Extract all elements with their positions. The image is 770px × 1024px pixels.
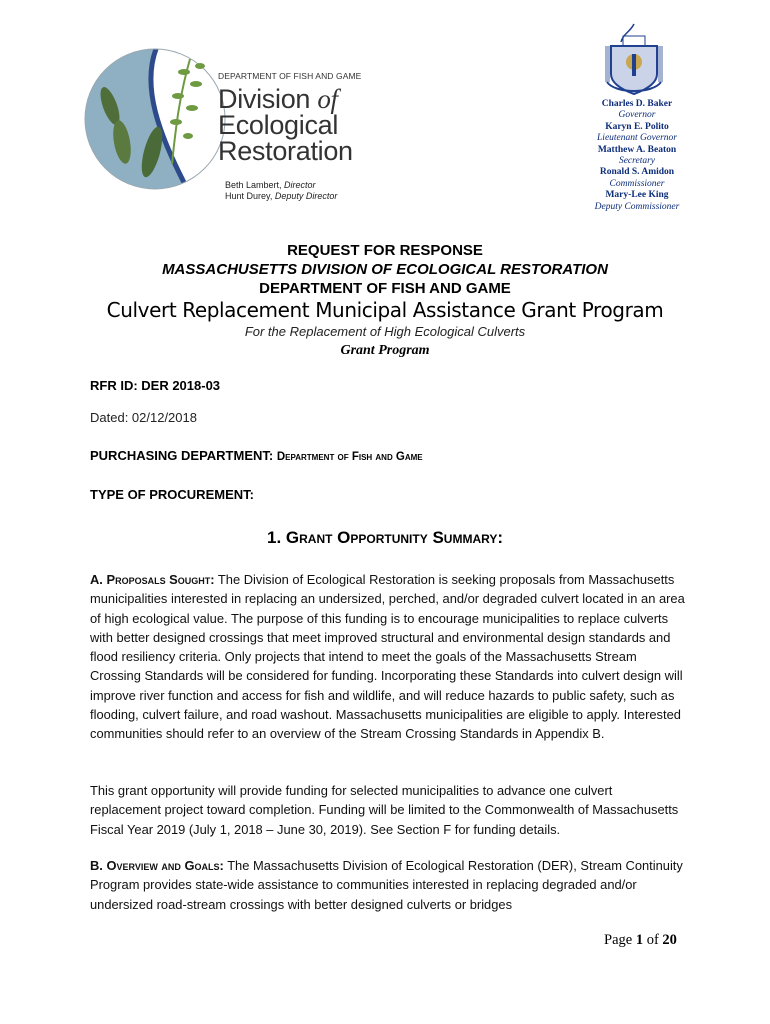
official-name: Matthew A. Beaton bbox=[597, 144, 677, 155]
official-title: Governor bbox=[618, 110, 656, 121]
program-subtitle: For the Replacement of High Ecological Culverts bbox=[244, 324, 526, 339]
overview-paragraph: B. Overview and Goals: The Massachusetts Division of Ecological Restoration (DER), Stream Continuity Program provides state-wide assistance to communities interested in replacing degraded and/or undersized road-stream crossings with better designed culverts or bridges bbox=[90, 858, 683, 912]
state-seal-icon bbox=[603, 22, 665, 98]
logo-ecological-line: Ecological bbox=[218, 110, 339, 140]
department-title: DEPARTMENT OF FISH AND GAME bbox=[259, 280, 511, 297]
proposals-sought-paragraph: A. Proposals Sought: The Division of Ecological Restoration is seeking proposals from Massachusetts municipalities interested in replacing an undersized, perched, and/or degraded culvert located in an area of high ecological value. The purpose of this funding is to encourage municipalities to replace culverts with better designed crossings that meet improved structural and environmental design standards and flood resiliency criteria. Only projects that intend to meet the goals of the Massachusetts Stream Crossing Standards will be considered for funding. Incorporating these Standards into culvert design will improve river function and access for fish and wildlife, and will reduce hazards to public safety, such as flooding, culvert failure, and road washout. Massachusetts municipalities are eligible to apply. Interested communities should refer to an overview of the Stream Crossing Standards in Appendix B. bbox=[90, 572, 685, 742]
director-line: Beth Lambert, Director bbox=[225, 180, 316, 190]
funding-paragraph: This grant opportunity will provide funding for selected municipalities to advance one culvert replacement project toward completion. Funding will be limited to the Commonwealth of Massachusetts Fiscal Year 2019 (July 1, 2018 – June 30, 2019). See Section F for funding details. bbox=[90, 783, 679, 837]
date-line: Dated: 02/12/2018 bbox=[90, 410, 197, 425]
deputy-director-line: Hunt Durey, Deputy Director bbox=[225, 191, 338, 201]
procurement-type: TYPE OF PROCUREMENT: bbox=[90, 487, 254, 502]
section-heading: 1. Grant Opportunity Summary: bbox=[266, 528, 503, 547]
official-title: Secretary bbox=[618, 156, 656, 167]
page-number: Page 1 of 20 bbox=[604, 932, 677, 948]
official-name: Karyn E. Polito bbox=[605, 121, 669, 132]
logo-department-label: DEPARTMENT OF FISH AND GAME bbox=[218, 71, 362, 81]
official-title: Deputy Commissioner bbox=[594, 201, 680, 212]
program-title: Culvert Replacement Municipal Assistance Grant Program bbox=[106, 298, 664, 322]
official-title: Commissioner bbox=[609, 178, 665, 189]
purchasing-department: PURCHASING DEPARTMENT: Department of Fish and Game bbox=[90, 448, 423, 463]
rfr-id: RFR ID: DER 2018-03 bbox=[90, 378, 221, 393]
logo-division-line: Division of bbox=[218, 84, 338, 114]
officials-list bbox=[582, 99, 692, 213]
logo-restoration-line: Restoration bbox=[218, 136, 353, 166]
official-name: Charles D. Baker bbox=[601, 99, 673, 109]
official-name: Ronald S. Amidon bbox=[599, 167, 675, 178]
grant-program-label: Grant Program bbox=[340, 343, 430, 358]
document-title: REQUEST FOR RESPONSE bbox=[287, 242, 483, 259]
agency-title: MASSACHUSETTS DIVISION OF ECOLOGICAL RESTORATION bbox=[162, 261, 608, 278]
official-name: Mary-Lee King bbox=[605, 190, 669, 201]
official-title: Lieutenant Governor bbox=[597, 133, 677, 144]
division-logo-graphic bbox=[80, 44, 230, 194]
